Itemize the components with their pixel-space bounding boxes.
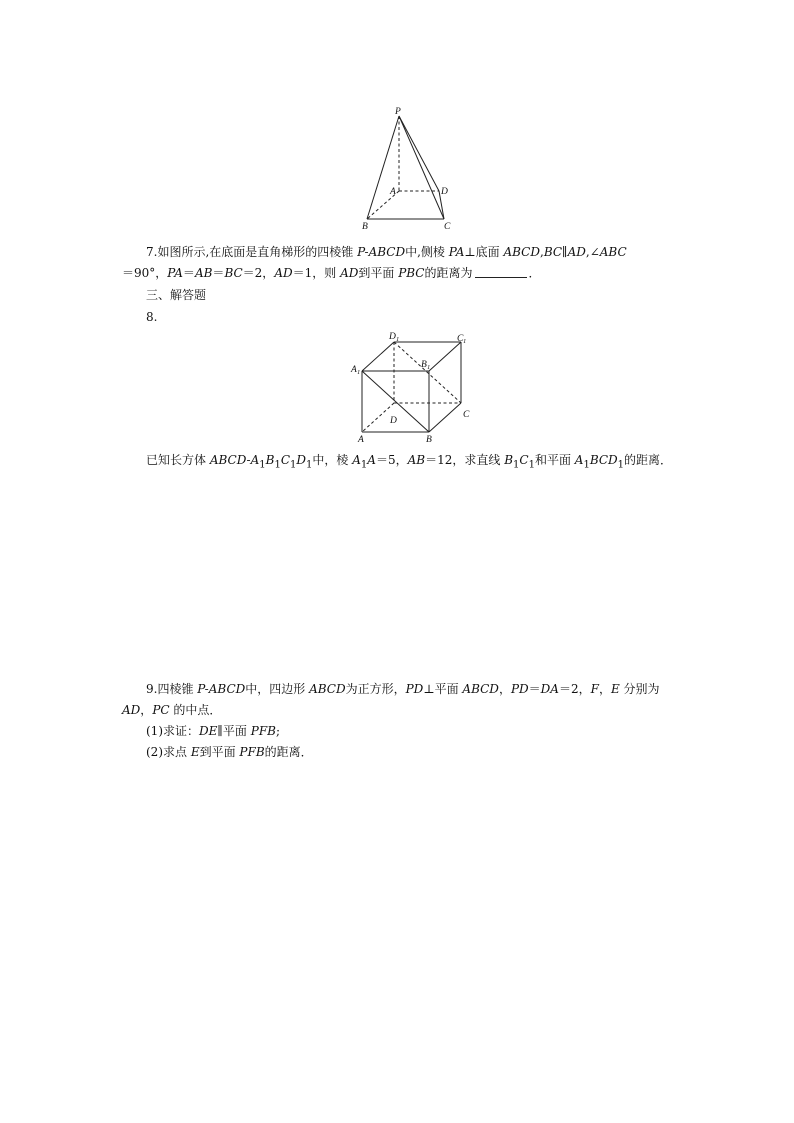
edge-C1B1: [429, 342, 461, 371]
edge-PB: [367, 116, 399, 219]
label-A: A: [358, 435, 364, 445]
label-B1: B: [421, 360, 427, 370]
cuboid-figure: [346, 330, 476, 448]
q9-line2: AD，PC 的中点．: [122, 703, 222, 717]
q8-text: 已知长方体 ABCD-$A_1B_1C_1D_1$中，棱 $A_1A=5$，AB＝12，求直线 $B_1C_1$和平面 $A_1BCD_1$的距离．: [146, 453, 673, 471]
cuboid-svg: [346, 330, 476, 448]
label-D1-sub: 1: [396, 336, 400, 343]
label-P: P: [395, 107, 401, 117]
label-C1: C: [457, 334, 464, 344]
label-B1-sub: 1: [427, 364, 431, 371]
label-C1-sub: 1: [463, 338, 467, 345]
label-A1: A: [351, 365, 357, 375]
label-C: C: [444, 222, 451, 232]
label-A1-sub: 1: [357, 369, 361, 376]
edge-PC: [399, 116, 444, 219]
q9-part2: (2)求点 E到平面 PFB的距离．: [146, 745, 313, 759]
q9-part1: (1)求证：DE∥平面 PFB;: [146, 724, 281, 738]
pyramid-svg: [358, 104, 458, 234]
label-B: B: [426, 435, 432, 445]
label-D: D: [390, 416, 397, 426]
section-header: 三、解答题: [146, 288, 207, 302]
edge-PD: [399, 116, 439, 191]
q9-line1: 9.四棱锥 P-ABCD中，四边形 ABCD为正方形，PD⊥平面 ABCD，PD＝DA＝2，F，E 分别为: [146, 682, 660, 696]
label-B: B: [362, 222, 368, 232]
q7-line1: 7.如图所示,在底面是直角梯形的四棱锥 P-ABCD中,侧棱 PA⊥底面 ABCD,BC∥AD,∠ABC: [146, 245, 627, 259]
q8-number: 8.: [146, 310, 158, 324]
label-C: C: [463, 410, 470, 420]
edge-A1D1: [362, 342, 394, 371]
q7-line2: ＝90°，PA＝AB＝BC＝2，AD＝1，则 AD到平面 PBC的距离为 ．: [122, 266, 541, 280]
label-D1: D: [389, 332, 396, 342]
label-D: D: [441, 187, 448, 197]
answer-blank: [475, 266, 527, 278]
pyramid-figure: [358, 104, 458, 234]
label-A: A: [390, 187, 396, 197]
edge-CB: [429, 403, 461, 432]
